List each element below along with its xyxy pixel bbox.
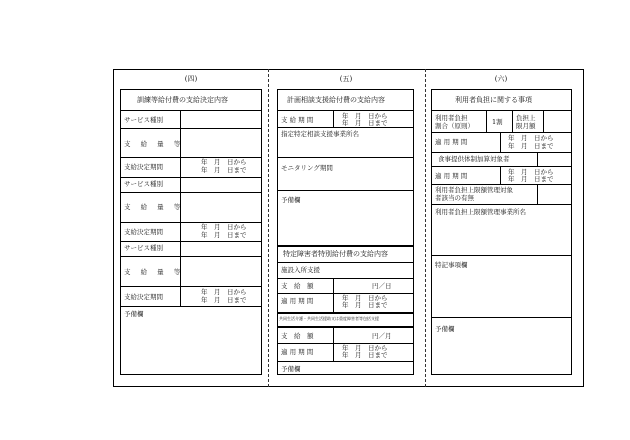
- service-type-label: サービス種別: [124, 180, 163, 188]
- monitoring-label: モニタリング期間: [281, 164, 333, 172]
- service-type-label: サービス種別: [124, 116, 163, 124]
- amount-label: 支 給 額: [281, 282, 314, 290]
- section-title: 特定障害者特別給付費の支給内容: [283, 250, 388, 258]
- period-label: 支 給 期 間: [281, 116, 314, 124]
- amount-label: 支 給 量 等: [124, 268, 185, 276]
- section-title: 計画相談支援給付費の支給内容: [287, 96, 385, 104]
- section-title: 訓練等給付費の支給決定内容: [137, 96, 228, 104]
- amount-label: 支 給 額: [281, 332, 314, 340]
- section-number: (六): [494, 75, 508, 83]
- apply-period-label: 適 用 期 間: [281, 348, 314, 356]
- section-title: 利用者負担に関する事項: [455, 96, 532, 104]
- amount-label: 支 給 量 等: [124, 140, 185, 148]
- remarks-label: 予備欄: [124, 310, 144, 318]
- section-number: (五): [339, 75, 353, 83]
- service-type-label: サービス種別: [124, 244, 163, 252]
- period-label: 支給決定期間: [124, 163, 163, 171]
- amount-label: 支 給 量 等: [124, 203, 185, 211]
- mgmt-office-label: 利用者負担上限額管理事業所名: [435, 208, 526, 216]
- apply-period-label: 適 用 期 間: [281, 297, 314, 305]
- burden-ratio-value: 1割: [492, 118, 503, 126]
- fold-line: [268, 69, 269, 387]
- period-label: 支給決定期間: [124, 293, 163, 301]
- facility-label: 施設入所支援: [281, 266, 320, 274]
- section-number: (四): [184, 75, 198, 83]
- period-label: 支給決定期間: [124, 228, 163, 236]
- remarks-label: 予備欄: [281, 365, 301, 373]
- remarks-label: 予備欄: [435, 325, 455, 333]
- apply-period-label: 適 用 期 間: [435, 172, 468, 180]
- meal-label: 食事提供体制加算対象者: [438, 155, 510, 163]
- remarks-label: 予備欄: [281, 196, 301, 204]
- special-notes-label: 特記事項欄: [435, 261, 468, 269]
- apply-period-label: 適 用 期 間: [435, 138, 468, 146]
- joint-living-label: 共同生活介護・共同生活援助又は重度障害者等包括支援: [279, 316, 379, 321]
- fold-line: [425, 69, 426, 387]
- office-label: 指定特定相談支援事業所名: [281, 130, 359, 138]
